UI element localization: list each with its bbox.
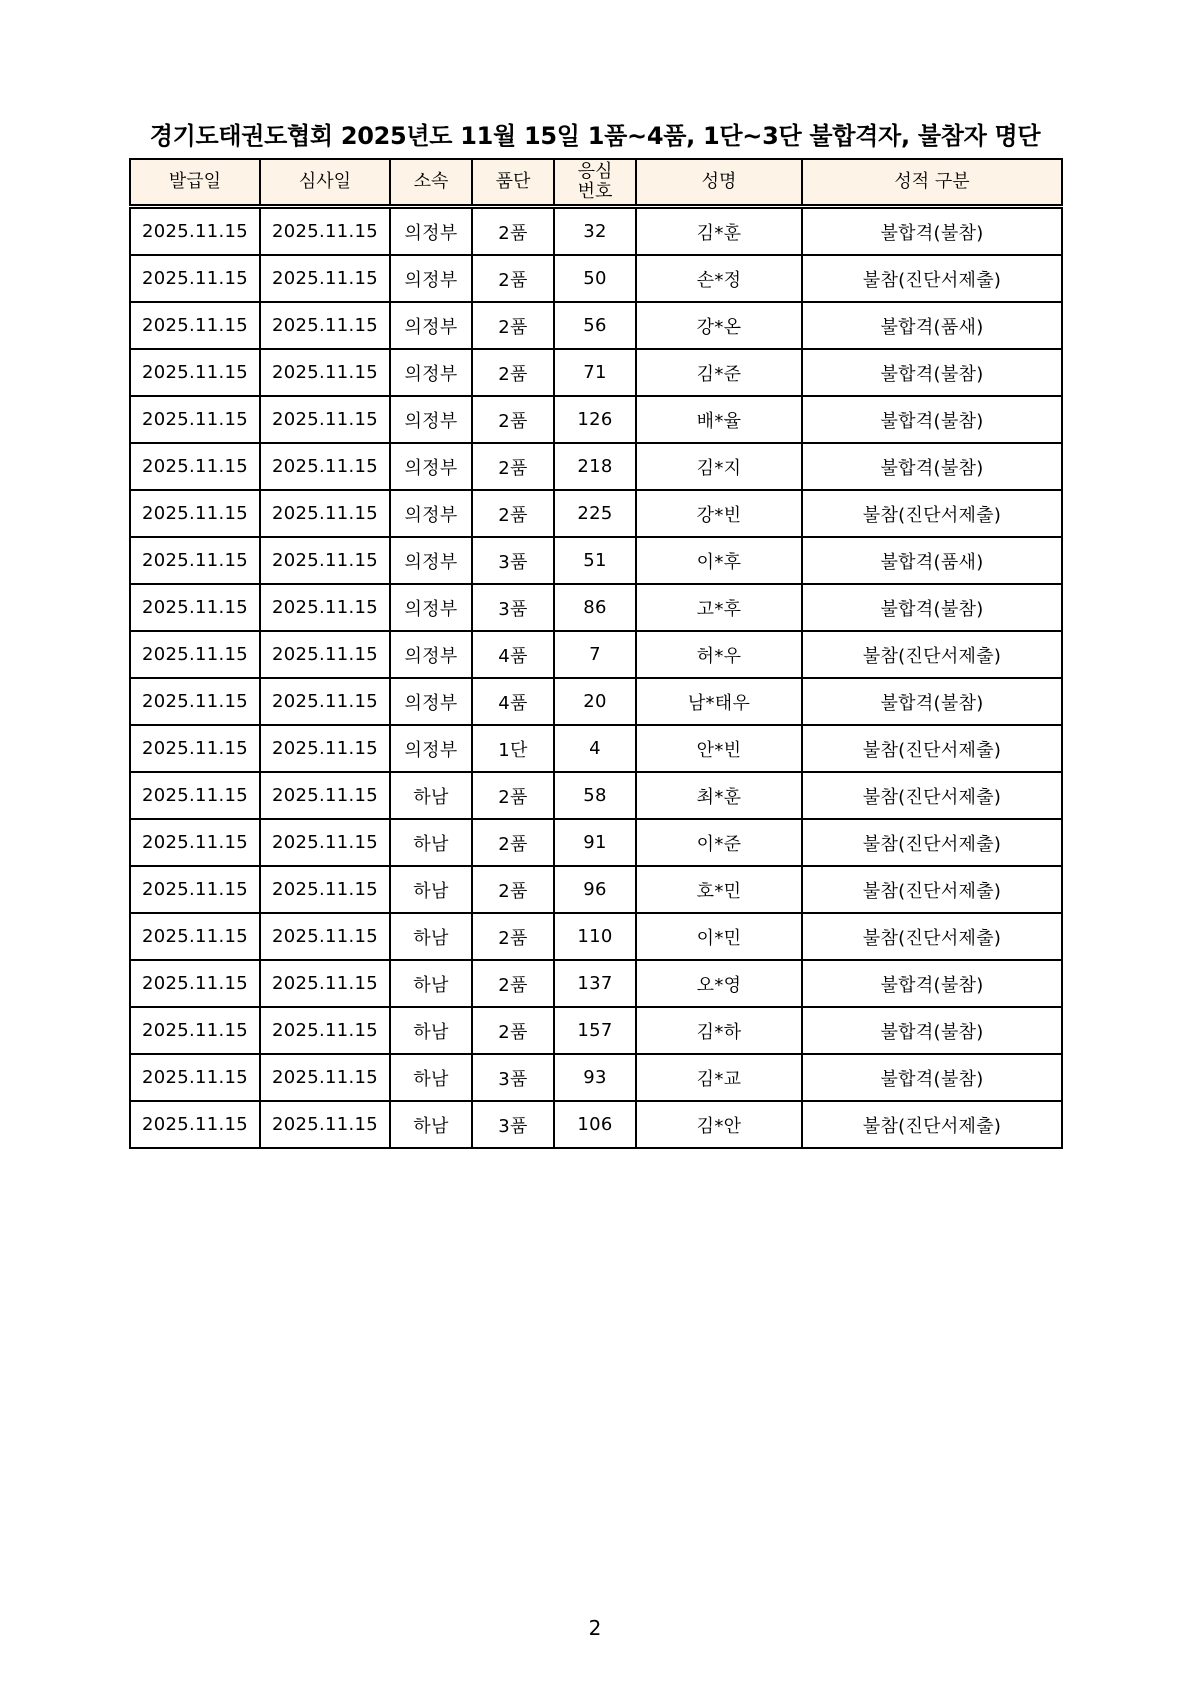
cell-exam-date: 2025.11.15 — [260, 1007, 390, 1054]
cell-name: 배*율 — [636, 396, 802, 443]
cell-affiliation: 하남 — [390, 960, 472, 1007]
cell-issue-date: 2025.11.15 — [130, 866, 260, 913]
cell-rank: 2품 — [472, 255, 554, 302]
cell-name: 남*태우 — [636, 678, 802, 725]
cell-affiliation: 하남 — [390, 866, 472, 913]
cell-issue-date: 2025.11.15 — [130, 1007, 260, 1054]
cell-result: 불합격(불참) — [802, 207, 1062, 256]
cell-name: 김*훈 — [636, 207, 802, 256]
cell-affiliation: 의정부 — [390, 584, 472, 631]
cell-name: 호*민 — [636, 866, 802, 913]
cell-issue-date: 2025.11.15 — [130, 396, 260, 443]
cell-exam-number: 4 — [554, 725, 636, 772]
cell-issue-date: 2025.11.15 — [130, 678, 260, 725]
cell-affiliation: 하남 — [390, 772, 472, 819]
cell-rank: 2품 — [472, 396, 554, 443]
cell-exam-date: 2025.11.15 — [260, 1101, 390, 1148]
cell-exam-date: 2025.11.15 — [260, 631, 390, 678]
cell-issue-date: 2025.11.15 — [130, 584, 260, 631]
cell-result: 불참(진단서제출) — [802, 1101, 1062, 1148]
cell-rank: 3품 — [472, 1054, 554, 1101]
cell-issue-date: 2025.11.15 — [130, 490, 260, 537]
cell-result: 불합격(품새) — [802, 537, 1062, 584]
cell-affiliation: 하남 — [390, 1054, 472, 1101]
cell-exam-number: 86 — [554, 584, 636, 631]
table-row — [130, 631, 1062, 678]
cell-exam-date: 2025.11.15 — [260, 584, 390, 631]
cell-rank: 2품 — [472, 302, 554, 349]
cell-exam-number: 51 — [554, 537, 636, 584]
cell-result: 불참(진단서제출) — [802, 866, 1062, 913]
table-row — [130, 819, 1062, 866]
table-row — [130, 1101, 1062, 1148]
cell-exam-date: 2025.11.15 — [260, 396, 390, 443]
cell-exam-date: 2025.11.15 — [260, 537, 390, 584]
cell-name: 김*지 — [636, 443, 802, 490]
cell-name: 오*영 — [636, 960, 802, 1007]
cell-affiliation: 의정부 — [390, 396, 472, 443]
header-exam-number-line2: 번호 — [577, 181, 613, 202]
cell-result: 불합격(불참) — [802, 1007, 1062, 1054]
header-issue-date: 발급일 — [130, 159, 260, 207]
cell-exam-number: 91 — [554, 819, 636, 866]
cell-rank: 2품 — [472, 1007, 554, 1054]
cell-affiliation: 의정부 — [390, 725, 472, 772]
cell-affiliation: 의정부 — [390, 631, 472, 678]
header-affiliation: 소속 — [390, 159, 472, 207]
table-row — [130, 302, 1062, 349]
table-row — [130, 349, 1062, 396]
cell-affiliation: 하남 — [390, 913, 472, 960]
cell-exam-date: 2025.11.15 — [260, 678, 390, 725]
cell-affiliation: 의정부 — [390, 443, 472, 490]
cell-name: 고*후 — [636, 584, 802, 631]
cell-affiliation: 의정부 — [390, 302, 472, 349]
cell-rank: 2품 — [472, 443, 554, 490]
cell-name: 김*교 — [636, 1054, 802, 1101]
cell-affiliation: 하남 — [390, 1101, 472, 1148]
cell-exam-number: 225 — [554, 490, 636, 537]
cell-exam-date: 2025.11.15 — [260, 302, 390, 349]
table-row — [130, 913, 1062, 960]
cell-exam-number: 96 — [554, 866, 636, 913]
cell-result: 불참(진단서제출) — [802, 490, 1062, 537]
cell-rank: 2품 — [472, 866, 554, 913]
cell-issue-date: 2025.11.15 — [130, 302, 260, 349]
cell-rank: 4품 — [472, 631, 554, 678]
cell-issue-date: 2025.11.15 — [130, 443, 260, 490]
cell-rank: 2품 — [472, 960, 554, 1007]
table-row — [130, 1007, 1062, 1054]
cell-result: 불합격(불참) — [802, 584, 1062, 631]
cell-result: 불합격(불참) — [802, 443, 1062, 490]
cell-result: 불합격(품새) — [802, 302, 1062, 349]
table-row — [130, 678, 1062, 725]
cell-rank: 4품 — [472, 678, 554, 725]
cell-issue-date: 2025.11.15 — [130, 725, 260, 772]
cell-result: 불합격(불참) — [802, 678, 1062, 725]
cell-exam-number: 50 — [554, 255, 636, 302]
cell-exam-number: 106 — [554, 1101, 636, 1148]
cell-exam-number: 110 — [554, 913, 636, 960]
cell-issue-date: 2025.11.15 — [130, 349, 260, 396]
table-row — [130, 255, 1062, 302]
cell-rank: 2품 — [472, 819, 554, 866]
table-row — [130, 443, 1062, 490]
cell-result: 불합격(불참) — [802, 349, 1062, 396]
cell-rank: 2품 — [472, 913, 554, 960]
cell-affiliation: 의정부 — [390, 678, 472, 725]
cell-rank: 3품 — [472, 537, 554, 584]
cell-issue-date: 2025.11.15 — [130, 631, 260, 678]
cell-exam-number: 93 — [554, 1054, 636, 1101]
cell-exam-date: 2025.11.15 — [260, 960, 390, 1007]
cell-rank: 2품 — [472, 490, 554, 537]
table-row — [130, 725, 1062, 772]
cell-result: 불참(진단서제출) — [802, 725, 1062, 772]
cell-exam-date: 2025.11.15 — [260, 819, 390, 866]
cell-name: 손*정 — [636, 255, 802, 302]
header-exam-date: 심사일 — [260, 159, 390, 207]
cell-exam-number: 56 — [554, 302, 636, 349]
cell-name: 허*우 — [636, 631, 802, 678]
cell-rank: 1단 — [472, 725, 554, 772]
cell-issue-date: 2025.11.15 — [130, 1054, 260, 1101]
cell-exam-date: 2025.11.15 — [260, 725, 390, 772]
table-row — [130, 490, 1062, 537]
cell-name: 이*민 — [636, 913, 802, 960]
cell-issue-date: 2025.11.15 — [130, 207, 260, 256]
cell-exam-date: 2025.11.15 — [260, 443, 390, 490]
cell-result: 불참(진단서제출) — [802, 631, 1062, 678]
cell-result: 불참(진단서제출) — [802, 913, 1062, 960]
cell-name: 김*준 — [636, 349, 802, 396]
cell-result: 불합격(불참) — [802, 1054, 1062, 1101]
cell-exam-date: 2025.11.15 — [260, 866, 390, 913]
cell-exam-number: 32 — [554, 207, 636, 256]
table-header-row — [130, 159, 1062, 207]
table-row — [130, 207, 1062, 256]
header-exam-number — [554, 159, 636, 207]
table-row — [130, 584, 1062, 631]
table-row — [130, 960, 1062, 1007]
cell-name: 최*훈 — [636, 772, 802, 819]
cell-name: 강*온 — [636, 302, 802, 349]
page-title: 경기도태권도협회 2025년도 11월 15일 1품~4품, 1단~3단 불합격자, 불참자 명단 — [149, 122, 1041, 150]
header-name: 성명 — [636, 159, 802, 207]
cell-issue-date: 2025.11.15 — [130, 1101, 260, 1148]
cell-issue-date: 2025.11.15 — [130, 960, 260, 1007]
cell-exam-date: 2025.11.15 — [260, 349, 390, 396]
cell-exam-date: 2025.11.15 — [260, 772, 390, 819]
cell-exam-number: 58 — [554, 772, 636, 819]
cell-result: 불합격(불참) — [802, 396, 1062, 443]
cell-result: 불참(진단서제출) — [802, 772, 1062, 819]
cell-issue-date: 2025.11.15 — [130, 537, 260, 584]
header-rank: 품단 — [472, 159, 554, 207]
cell-exam-number: 7 — [554, 631, 636, 678]
page-number: 2 — [588, 1616, 602, 1640]
table-row — [130, 772, 1062, 819]
table-row — [130, 537, 1062, 584]
table-row — [130, 1054, 1062, 1101]
cell-rank: 2품 — [472, 207, 554, 256]
cell-name: 안*빈 — [636, 725, 802, 772]
cell-exam-date: 2025.11.15 — [260, 255, 390, 302]
cell-affiliation: 하남 — [390, 1007, 472, 1054]
cell-name: 김*하 — [636, 1007, 802, 1054]
cell-rank: 2품 — [472, 772, 554, 819]
cell-exam-number: 20 — [554, 678, 636, 725]
cell-exam-number: 126 — [554, 396, 636, 443]
cell-affiliation: 의정부 — [390, 490, 472, 537]
cell-affiliation: 하남 — [390, 819, 472, 866]
cell-result: 불참(진단서제출) — [802, 255, 1062, 302]
cell-affiliation: 의정부 — [390, 349, 472, 396]
cell-affiliation: 의정부 — [390, 255, 472, 302]
header-exam-number-line1: 응심 — [577, 161, 613, 182]
cell-name: 김*안 — [636, 1101, 802, 1148]
cell-name: 강*빈 — [636, 490, 802, 537]
cell-result: 불합격(불참) — [802, 960, 1062, 1007]
cell-issue-date: 2025.11.15 — [130, 255, 260, 302]
cell-name: 이*후 — [636, 537, 802, 584]
cell-exam-number: 71 — [554, 349, 636, 396]
roster-table — [129, 158, 1063, 1149]
cell-exam-number: 157 — [554, 1007, 636, 1054]
cell-issue-date: 2025.11.15 — [130, 772, 260, 819]
cell-affiliation: 의정부 — [390, 207, 472, 256]
cell-rank: 3품 — [472, 1101, 554, 1148]
cell-affiliation: 의정부 — [390, 537, 472, 584]
cell-exam-number: 137 — [554, 960, 636, 1007]
cell-exam-date: 2025.11.15 — [260, 207, 390, 256]
roster-body — [130, 207, 1062, 1149]
cell-name: 이*준 — [636, 819, 802, 866]
table-row — [130, 396, 1062, 443]
cell-exam-date: 2025.11.15 — [260, 913, 390, 960]
cell-issue-date: 2025.11.15 — [130, 913, 260, 960]
cell-issue-date: 2025.11.15 — [130, 819, 260, 866]
cell-rank: 3품 — [472, 584, 554, 631]
cell-exam-date: 2025.11.15 — [260, 1054, 390, 1101]
table-row — [130, 866, 1062, 913]
cell-exam-number: 218 — [554, 443, 636, 490]
cell-exam-date: 2025.11.15 — [260, 490, 390, 537]
cell-rank: 2품 — [472, 349, 554, 396]
cell-result: 불참(진단서제출) — [802, 819, 1062, 866]
header-result: 성적 구분 — [802, 159, 1062, 207]
